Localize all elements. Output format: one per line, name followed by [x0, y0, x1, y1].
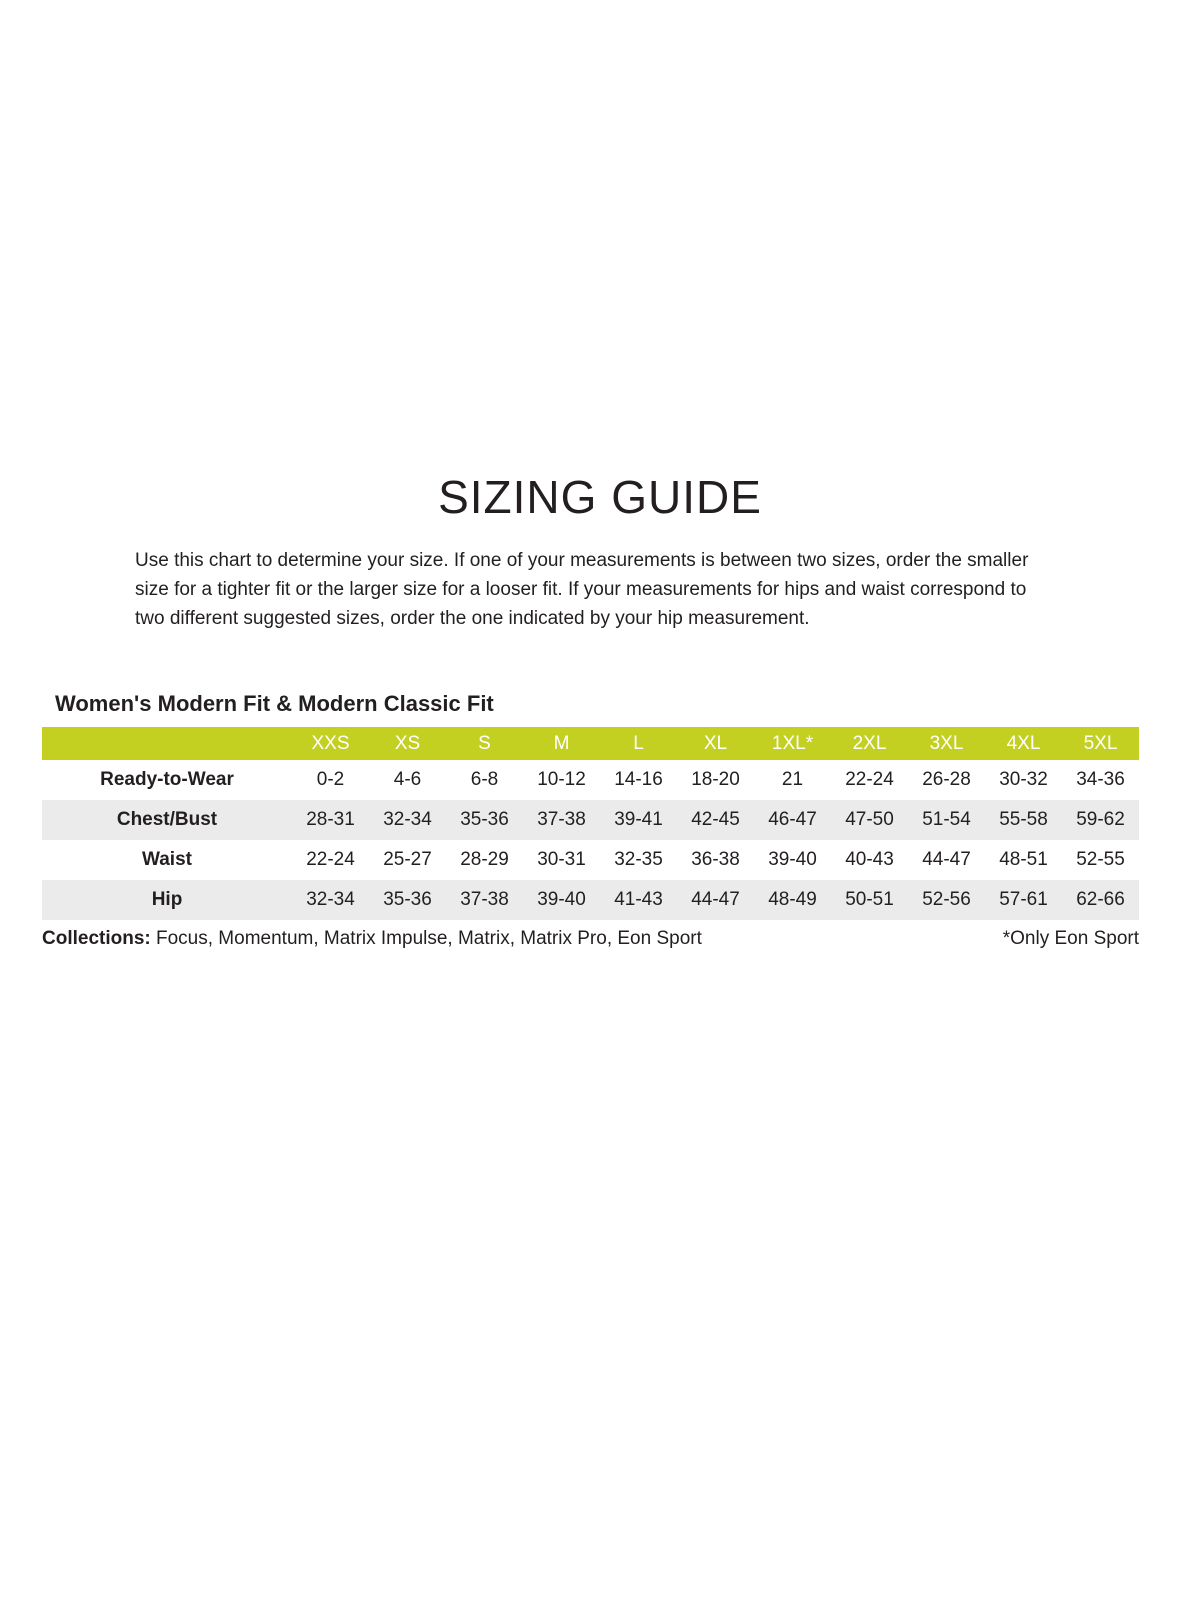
collections-label: Collections: — [42, 928, 151, 949]
table-cell: 57-61 — [999, 889, 1048, 910]
table-cell: 48-51 — [999, 849, 1048, 870]
table-cell: 46-47 — [768, 809, 817, 830]
table-footer — [42, 928, 1139, 950]
table-cell: 10-12 — [537, 769, 586, 790]
table-cell: 47-50 — [845, 809, 894, 830]
table-cell: 28-31 — [306, 809, 355, 830]
footnote-only-eon-sport: *Only Eon Sport — [1002, 928, 1139, 949]
table-cell: 34-36 — [1076, 769, 1125, 790]
table-cell: 32-34 — [306, 889, 355, 910]
size-table — [42, 727, 1139, 920]
table-cell: 21 — [781, 769, 804, 790]
table-cell: 52-56 — [922, 889, 971, 910]
table-cell: 26-28 — [922, 769, 971, 790]
row-label: Ready-to-Wear — [100, 769, 234, 790]
table-cell: 6-8 — [470, 769, 499, 790]
table-cell: 39-40 — [768, 849, 817, 870]
table-cell: 39-40 — [537, 889, 586, 910]
column-header-l: L — [600, 727, 677, 760]
section-heading: Women's Modern Fit & Modern Classic Fit — [55, 691, 494, 716]
table-cell: 39-41 — [614, 809, 663, 830]
table-cell: 37-38 — [460, 889, 509, 910]
table-row-ready-to-wear — [42, 760, 1139, 800]
collections-note — [42, 928, 702, 950]
table-cell: 30-32 — [999, 769, 1048, 790]
table-cell: 41-43 — [614, 889, 663, 910]
table-cell: 32-34 — [383, 809, 432, 830]
page-title: SIZING GUIDE — [438, 471, 762, 523]
table-row-hip — [42, 880, 1139, 920]
column-header-2xl: 2XL — [831, 727, 908, 760]
row-label: Waist — [142, 849, 192, 870]
column-header-3xl: 3XL — [908, 727, 985, 760]
table-cell: 35-36 — [460, 809, 509, 830]
table-cell: 55-58 — [999, 809, 1048, 830]
column-header-s: S — [446, 727, 523, 760]
table-cell: 44-47 — [691, 889, 740, 910]
table-header-row — [42, 727, 1139, 760]
column-header-4xl: 4XL — [985, 727, 1062, 760]
row-label: Hip — [151, 889, 183, 910]
table-row-waist — [42, 840, 1139, 880]
table-cell: 44-47 — [922, 849, 971, 870]
table-cell: 28-29 — [460, 849, 509, 870]
table-cell: 25-27 — [383, 849, 432, 870]
table-cell: 50-51 — [845, 889, 894, 910]
table-cell: 22-24 — [306, 849, 355, 870]
table-cell: 62-66 — [1076, 889, 1125, 910]
column-header-xl: XL — [677, 727, 754, 760]
table-cell: 48-49 — [768, 889, 817, 910]
column-header-xs: XS — [369, 727, 446, 760]
column-header-xxs: XXS — [292, 727, 369, 760]
intro-paragraph: Use this chart to determine your size. If one of your measurements is between two sizes, order the smaller size for a tighter fit or the larger size for a looser fit. If your measurements for hips and waist correspond to two different suggested sizes, order the one indicated by your hip measurement. — [135, 550, 1029, 629]
row-label: Chest/Bust — [116, 809, 218, 830]
table-cell: 42-45 — [691, 809, 740, 830]
header-empty-cell — [42, 727, 292, 760]
table-row-chest-bust — [42, 800, 1139, 840]
table-cell: 35-36 — [383, 889, 432, 910]
table-cell: 0-2 — [316, 769, 345, 790]
table-cell: 30-31 — [537, 849, 586, 870]
table-cell: 51-54 — [922, 809, 971, 830]
column-header-m: M — [523, 727, 600, 760]
table-cell: 22-24 — [845, 769, 894, 790]
table-cell: 18-20 — [691, 769, 740, 790]
table-cell: 36-38 — [691, 849, 740, 870]
table-cell: 37-38 — [537, 809, 586, 830]
table-cell: 40-43 — [845, 849, 894, 870]
table-cell: 32-35 — [614, 849, 663, 870]
table-cell: 52-55 — [1076, 849, 1125, 870]
column-header-5xl: 5XL — [1062, 727, 1139, 760]
column-header-1xl: 1XL* — [754, 727, 831, 760]
collections-value: Focus, Momentum, Matrix Impulse, Matrix, Matrix Pro, Eon Sport — [150, 928, 702, 949]
table-cell: 4-6 — [393, 769, 422, 790]
table-cell: 14-16 — [614, 769, 663, 790]
table-cell: 59-62 — [1076, 809, 1125, 830]
